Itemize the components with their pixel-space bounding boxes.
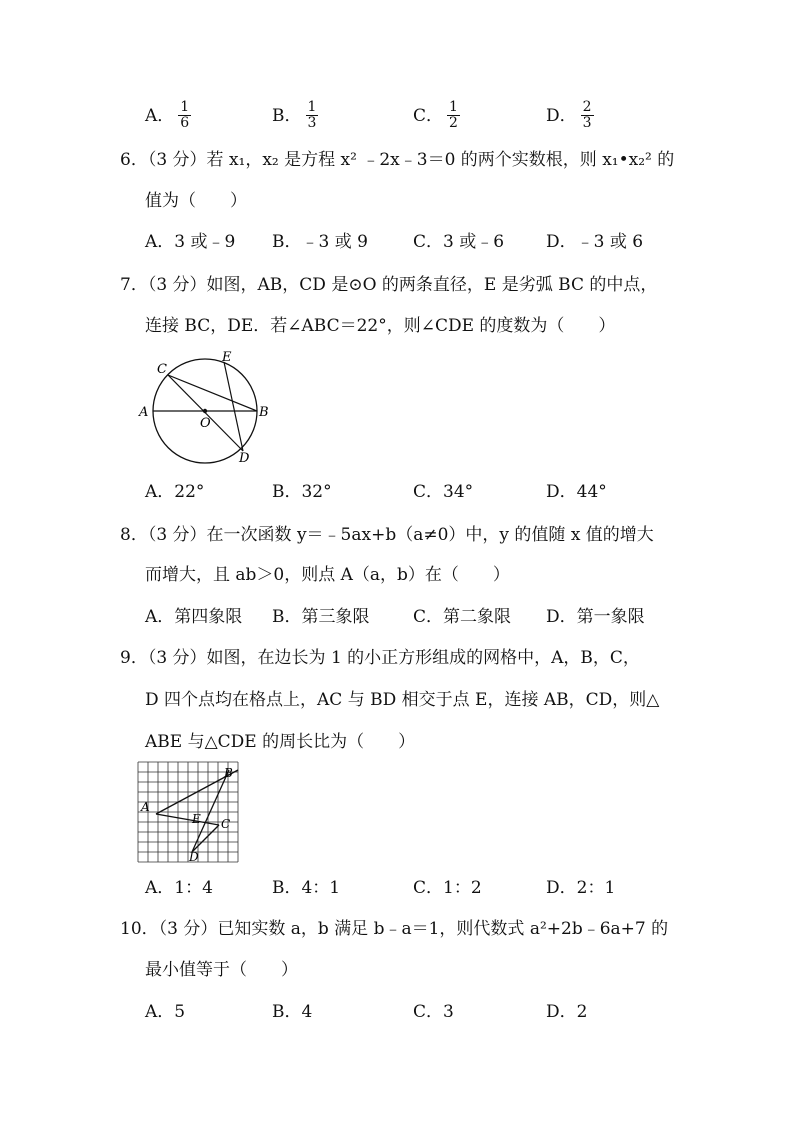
label-a: A	[139, 405, 149, 420]
q10-stem-line1: 10．（3 分）已知实数 a，b 满足 b﹣a＝1，则代数式 a²+2b﹣6a+7 的	[120, 919, 669, 939]
q5-option-a	[145, 100, 191, 131]
label-o: O	[200, 416, 211, 431]
q9-option-a: A．1：4	[145, 878, 213, 898]
q9-stem-line2: D 四个点均在格点上，AC 与 BD 相交于点 E，连接 AB，CD，则△	[145, 690, 660, 710]
label-e: E	[222, 350, 232, 365]
q6-option-a: A．3 或﹣9	[145, 232, 236, 252]
q7-stem-line1: 7．（3 分）如图，AB，CD 是⊙O 的两条直径，E 是劣弧 BC 的中点，	[120, 275, 658, 295]
fraction: $\frac{1}{2}$	[449, 99, 458, 131]
q10-option-c: C．3	[413, 1002, 454, 1022]
q8-option-a: A．第四象限	[145, 607, 243, 627]
grid	[138, 762, 238, 862]
q5-option-d	[546, 100, 594, 131]
segment-ac	[156, 814, 219, 825]
segment-cd	[192, 825, 219, 852]
q10-option-d: D．2	[546, 1002, 588, 1022]
label-e: E	[192, 812, 201, 826]
option-label: C．	[413, 105, 444, 126]
q9-stem-line3: ABE 与△CDE 的周长比为（ ）	[145, 732, 416, 752]
q8-option-b: B．第三象限	[272, 607, 370, 627]
q8-option-d: D．第一象限	[546, 607, 645, 627]
option-label: A．	[145, 105, 175, 126]
q6-option-d: D．﹣3 或 6	[546, 232, 644, 252]
option-label: B．	[272, 105, 302, 126]
q6-option-c: C．3 或﹣6	[413, 232, 505, 252]
label-d: D	[239, 451, 250, 465]
segment-bc	[168, 375, 257, 411]
fraction: $\frac{1}{6}$	[180, 99, 190, 131]
fraction: $\frac{2}{3}$	[582, 99, 592, 131]
q9-option-b: B．4：1	[272, 878, 341, 898]
q8-stem-line2: 而增大，且 ab＞0，则点 A（a，b）在（ ）	[145, 565, 510, 585]
q7-option-b: B．32°	[272, 482, 332, 502]
q7-circle-figure	[135, 350, 285, 465]
label-b: B	[259, 405, 269, 420]
q9-grid-figure	[136, 760, 246, 866]
label-b: B	[224, 766, 233, 780]
q8-option-c: C．第二象限	[413, 607, 512, 627]
q9-stem-line1: 9．（3 分）如图，在边长为 1 的小正方形组成的网格中，A，B，C，	[120, 648, 640, 668]
q7-stem-line2: 连接 BC，DE．若∠ABC＝22°，则∠CDE 的度数为（ ）	[145, 316, 616, 336]
q6-option-b: B．﹣3 或 9	[272, 232, 368, 252]
label-a: A	[141, 800, 150, 814]
center-point	[203, 409, 207, 413]
q7-option-c: C．34°	[413, 482, 474, 502]
q5-option-c	[413, 100, 460, 131]
label-d: D	[189, 850, 199, 864]
label-c: C	[221, 817, 231, 831]
q10-stem-line2: 最小值等于（ ）	[145, 960, 298, 980]
q10-option-a: A．5	[145, 1002, 186, 1022]
q6-stem-line2: 值为（ ）	[145, 191, 247, 211]
q5-option-b	[272, 100, 318, 131]
q6-stem-line1: 6．（3 分）若 x₁，x₂ 是方程 x² ﹣2x﹣3＝0 的两个实数根，则 x₁•x₂² 的	[120, 150, 675, 170]
q10-option-b: B．4	[272, 1002, 313, 1022]
q7-option-d: D．44°	[546, 482, 607, 502]
q8-stem-line1: 8．（3 分）在一次函数 y＝﹣5ax+b（a≠0）中，y 的值随 x 值的增大	[120, 525, 654, 545]
option-label: D．	[546, 105, 577, 126]
q9-option-c: C．1：2	[413, 878, 482, 898]
segment-de	[224, 362, 243, 451]
q7-option-a: A．22°	[145, 482, 205, 502]
label-c: C	[157, 362, 167, 377]
fraction: $\frac{1}{3}$	[307, 99, 317, 131]
q9-option-d: D．2：1	[546, 878, 616, 898]
